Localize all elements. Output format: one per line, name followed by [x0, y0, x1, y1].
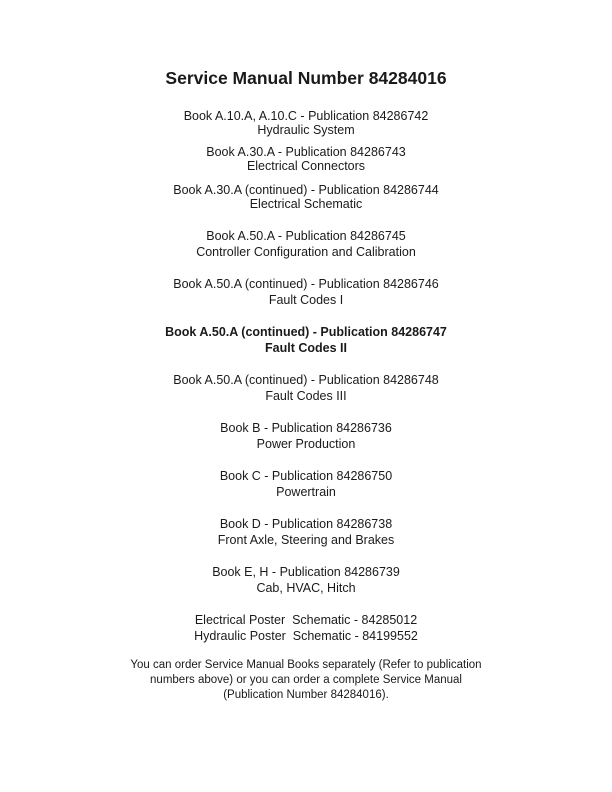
publication-book-line: Book A.30.A (continued) - Publication 84286744 — [173, 183, 439, 197]
publication-book-line: Book A.10.A, A.10.C - Publication 84286742 — [183, 109, 429, 123]
publication-book-line: Book E, H - Publication 84286739 — [212, 565, 400, 579]
publication-book-line: Book A.50.A (continued) - Publication 84286748 — [173, 373, 439, 387]
publication-book-line: Book B - Publication 84286736 — [220, 421, 392, 435]
publication-subject-line: Controller Configuration and Calibration — [196, 245, 416, 259]
publication-entry — [0, 420, 612, 452]
electrical-poster-line: Electrical Poster Schematic - 84285012 — [194, 613, 418, 627]
publication-subject-line: Electrical Schematic — [249, 197, 363, 211]
publication-subject-line: Power Production — [256, 437, 356, 451]
publication-subject-line: Cab, HVAC, Hitch — [256, 581, 356, 595]
poster-entry — [0, 612, 612, 644]
publication-entry — [0, 145, 612, 173]
publication-entry — [0, 564, 612, 596]
publication-subject-line: Electrical Connectors — [246, 159, 366, 173]
page-title: Service Manual Number 84284016 — [165, 68, 447, 88]
publication-entry-highlighted — [0, 324, 612, 356]
publication-book-line: Book A.30.A - Publication 84286743 — [206, 145, 406, 159]
publication-entry — [0, 372, 612, 404]
publication-entry — [0, 228, 612, 260]
publication-book-line: Book C - Publication 84286750 — [219, 469, 393, 483]
publication-entry — [0, 468, 612, 500]
publication-subject-line: Powertrain — [276, 485, 336, 499]
publication-subject-line: Fault Codes I — [268, 293, 344, 307]
publication-subject-line: Front Axle, Steering and Brakes — [217, 533, 395, 547]
publication-entry — [0, 276, 612, 308]
publication-entry — [0, 516, 612, 548]
publication-book-line: Book A.50.A (continued) - Publication 84286746 — [173, 277, 439, 291]
hydraulic-poster-line: Hydraulic Poster Schematic - 84199552 — [194, 629, 418, 643]
publication-subject-line: Hydraulic System — [257, 123, 355, 137]
ordering-note: You can order Service Manual Books separately (Refer to publication numbers above) or you can order a complete Service Manual (Publication Number 84284016). — [130, 659, 482, 701]
publication-book-line: Book A.50.A - Publication 84286745 — [206, 229, 406, 243]
publication-subject-line: Fault Codes II — [265, 341, 347, 355]
publication-book-line: Book A.50.A (continued) - Publication 84286747 — [165, 325, 447, 339]
publication-subject-line: Fault Codes III — [265, 389, 347, 403]
publication-entry — [0, 109, 612, 137]
publication-entry — [0, 183, 612, 211]
publication-book-line: Book D - Publication 84286738 — [219, 517, 393, 531]
